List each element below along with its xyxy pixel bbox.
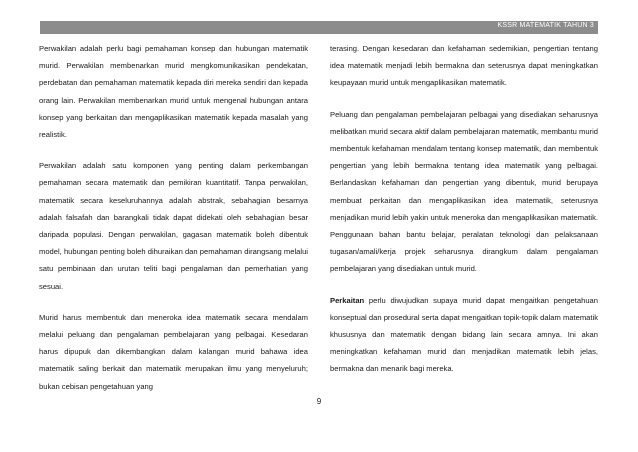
header-bar bbox=[40, 21, 598, 34]
header-title: KSSR MATEMATIK TAHUN 3 bbox=[497, 22, 594, 29]
page-number: 9 bbox=[316, 397, 322, 406]
perkaitan-term: Perkaitan bbox=[330, 295, 365, 305]
left-paragraph-2: Perwakilan adalah satu komponen yang penting dalam perkembangan pemahaman secara matematik dan pemikiran kuantitatif. Tanpa perwakilan, matematik secara keseluruhannya adalah abstrak, sebahagian besarnya adalah falsafah dan barangkali tidak dapat didekati oleh sebahagian besar daripada populasi. Dengan perwakilan, gagasan matematik boleh dibentuk model, hubungan penting boleh dihuraikan dan pemahaman dirangsang melalui satu pembinaan dan urutan teliti bagi pengalaman dan pemerhatian yang sesuai. bbox=[39, 161, 308, 291]
left-paragraph-3: Murid harus membentuk dan meneroka idea matematik secara mendalam melalui peluang dan pengalaman pembelajaran yang pelbagai. Kesedaran harus dipupuk dan dikembangkan dalam kalangan murid bahawa idea matematik saling berkait dan matematik merupakan ilmu yang menyeluruh; bukan cebisan pengetahuan yang bbox=[39, 312, 308, 391]
right-column bbox=[330, 40, 598, 392]
left-column bbox=[39, 40, 308, 409]
right-paragraph-3-text: perlu diwujudkan supaya murid dapat mengaitkan pengetahuan konseptual dan prosedural serta dapat mengaitkan topik-topik dalam matematik khususnya dan matematik dengan bidang lain secara amnya. Ini akan meningkatkan kefahaman murid dan menjadikan matematik lebih jelas, bermakna dan menarik bagi mereka. bbox=[330, 295, 598, 374]
left-paragraph-1: Perwakilan adalah perlu bagi pemahaman konsep dan hubungan matematik murid. Perwakilan membenarkan murid mengkomunikasikan pendekatan, perdebatan dan pemahaman matematik kepada diri mereka sendiri dan kepada orang lain. Perwakilan membenarkan murid untuk mengenal hubungan antara konsep yang berkaitan dan mengaplikasikan matematik kepada masalah yang realistik. bbox=[39, 44, 308, 140]
right-paragraph-3 bbox=[330, 292, 598, 378]
right-paragraph-2: Peluang dan pengalaman pembelajaran pelbagai yang disediakan seharusnya melibatkan murid secara aktif dalam pembelajaran matematik, membantu murid membentuk kefahaman mendalam tentang konsep matematik, dan membentuk pengertian yang lebih bermakna tentang idea matematik yang pelbagai. Berlandaskan kefahaman dan pengertian yang dibentuk, murid berupaya membuat perkaitan dan mengaplikasikan idea matematik, seterusnya menjadikan murid lebih yakin untuk meneroka dan mengaplikasikan matematik. Penggunaan bahan bantu belajar, peralatan teknologi dan pelaksanaan tugasan/amali/kerja projek seharusnya dirangkum dalam pengalaman pembelajaran yang disediakan untuk murid. bbox=[330, 109, 599, 274]
right-paragraph-1: terasing. Dengan kesedaran dan kefahaman sedemikian, pengertian tentang idea matematik menjadi lebih bermakna dan seterusnya dapat meningkatkan keupayaan murid untuk mengaplikasikan matematik. bbox=[330, 44, 598, 88]
